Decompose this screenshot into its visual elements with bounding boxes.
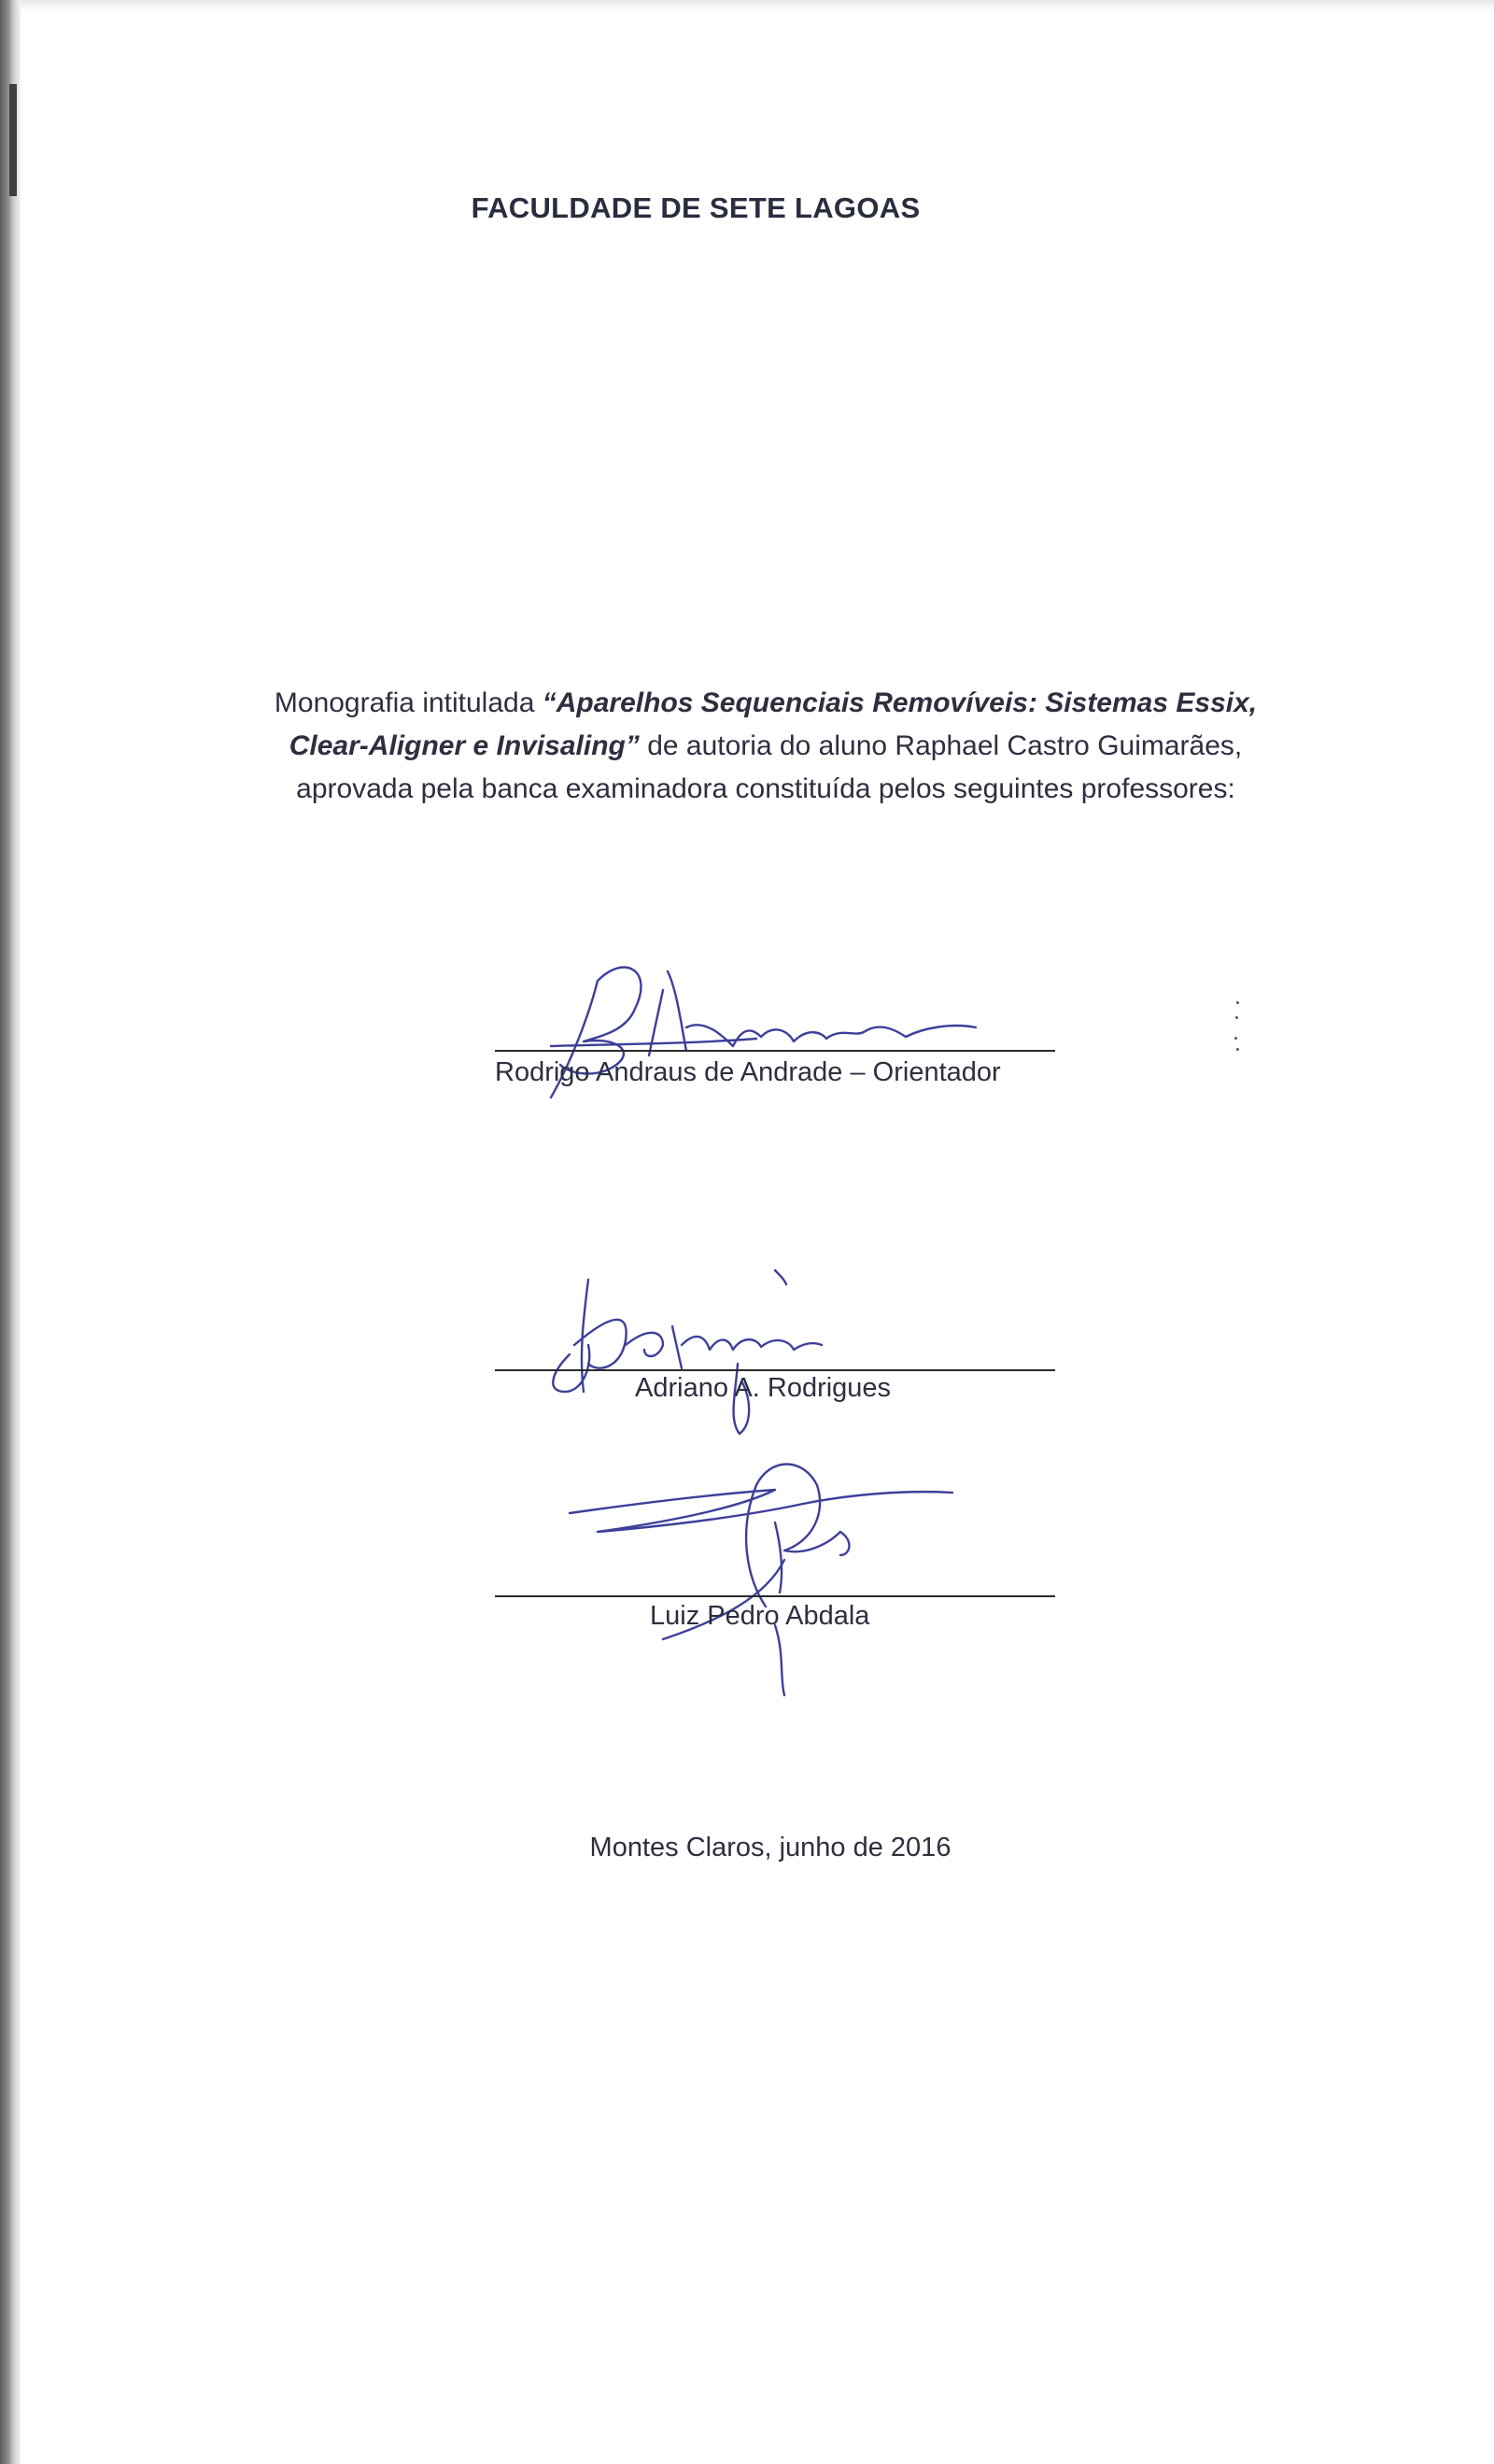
approval-statement	[252, 682, 1279, 811]
monograph-title: “Aparelhos Sequenciais Removíveis: Sistemas Essix, Clear-Aligner e Invisaling”	[289, 687, 1258, 761]
scan-left-edge	[0, 0, 21, 2464]
statement-rest: de autoria do aluno Raphael Castro Guimarães, aprovada pela banca examinadora constituída pelos seguintes professores:	[296, 730, 1243, 804]
signature-line-3	[495, 1595, 1055, 1597]
examiner-name-1: Rodrigo Andraus de Andrade – Orientador	[495, 1057, 1001, 1087]
scan-edge-mark	[9, 84, 17, 196]
examiner-block-1	[495, 934, 1055, 1102]
statement-lead: Monografia intitulada	[274, 687, 535, 718]
signature-2	[495, 1252, 1055, 1438]
signature-3	[495, 1438, 1055, 1700]
examiner-block-3	[495, 1438, 1055, 1700]
place-and-date: Montes Claros, junho de 2016	[589, 1833, 951, 1862]
signature-line-1	[495, 1050, 1055, 1052]
institution-header: FACULDADE DE SETE LAGOAS	[471, 191, 921, 224]
examiner-block-2	[495, 1252, 1055, 1420]
scan-specks	[1233, 999, 1242, 1055]
examiner-name-2: Adriano A. Rodrigues	[635, 1373, 892, 1403]
scan-top-shadow	[0, 0, 1494, 11]
signature-line-2	[495, 1369, 1055, 1371]
examiner-name-3: Luiz Pedro Abdala	[650, 1601, 870, 1631]
